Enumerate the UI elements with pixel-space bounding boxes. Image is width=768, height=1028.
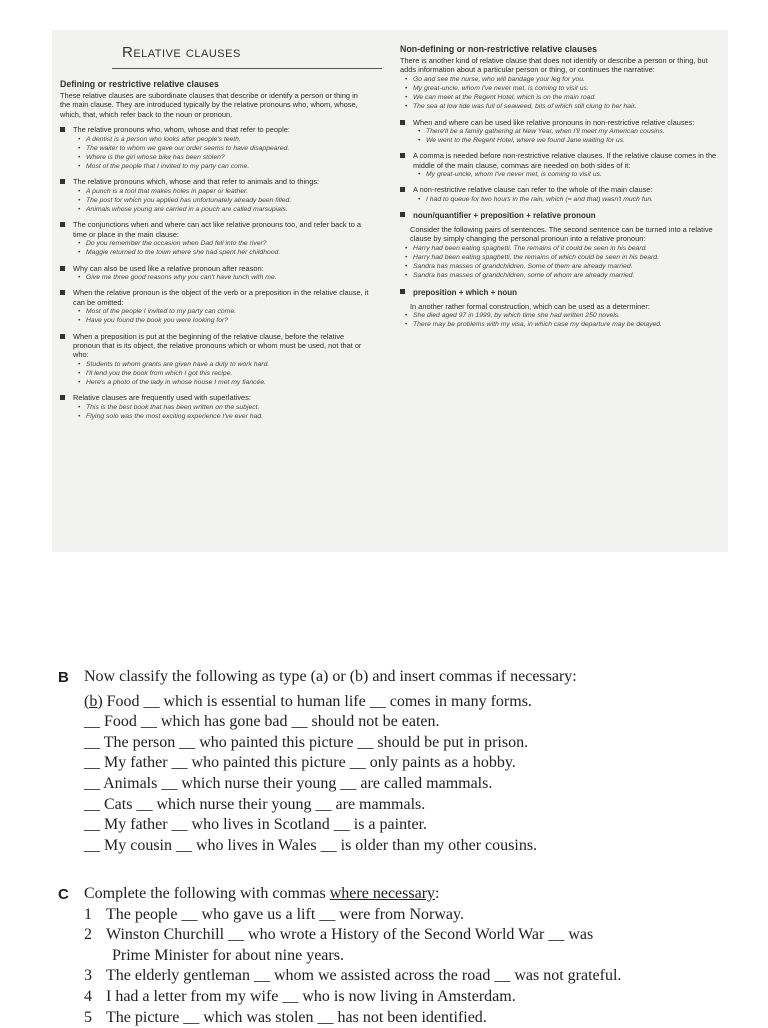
noun-heading: noun/quantifier + preposition + relative pronoun [413, 211, 596, 221]
noun-section [400, 210, 720, 221]
left-section: The relative pronouns who, whom, whose and that refer to people: • A dentist is a person who looks after people's teeth. • The waiter to whom we gave our order seems to have disappeared. • Where is the girl whose bike has been stolen? • Most of the people that I invited to my party can come. [60, 125, 370, 171]
example: • Sandra has masses of grandchildren, some of whom are already married. [400, 271, 720, 280]
exercise-c-item: 3 The elderly gentleman __ whom we assisted across the road __ was not grateful. [84, 967, 622, 985]
title-divider [112, 68, 382, 69]
handwritten-answer: (b) [84, 692, 103, 710]
exercise-b-instruction: Now classify the following as type (a) or (b) and insert commas if necessary: [84, 668, 577, 685]
square-bullet-icon [60, 266, 65, 271]
example: • There'll be a family gathering at New Year, when I'll meet my American cousins. [413, 127, 720, 136]
example: • Harry had been eating spaghetti, the remains of which could be seen in his beard. [400, 253, 720, 262]
exercise-c-label: C [58, 886, 69, 903]
square-bullet-icon [400, 289, 405, 294]
prep-heading: preposition + which + noun [413, 287, 518, 297]
exercise-c-item-continued: Prime Minister for about nine years. [112, 946, 344, 964]
example: • I'll lend you the book from which I got this recipe. [73, 369, 370, 378]
example: • The post for which you applied has unfortunately already been filled. [73, 196, 370, 205]
example: • Most of the people that I invited to my party can come. [73, 162, 370, 171]
exercise-b-label: B [58, 669, 69, 686]
noun-intro: Consider the following pairs of sentences. The second sentence can be turned into a relative clause by simply changing the personal pronoun into a relative pronoun: [410, 225, 713, 244]
exercise-b [58, 667, 738, 856]
example: • Animals whose young are carried in a pouch are called marsupials. [73, 205, 370, 214]
exercise-c-item: 4 I had a letter from my wife __ who is now living in Amsterdam. [84, 987, 516, 1005]
example: • Have you found the book you were looking for? [73, 316, 370, 325]
page-title: Relative clauses [122, 44, 241, 61]
example: • Do you remember the occasion when Dad fell into the river? [73, 239, 370, 248]
example: • The sea at low tide was full of seaweed, bits of which still clung to her hair. [400, 102, 720, 111]
exercise-b-line: __ The person __ who painted this picture __ should be put in prison. [84, 733, 529, 751]
left-section: Why can also be used like a relative pronoun after reason: • Give me three good reasons why you can't have lunch with me. [60, 264, 370, 283]
exercise-b-line: (b) Food __ which is essential to human life __ comes in many forms. [84, 692, 532, 710]
example: • My great-uncle, whom I've never met, is coming to visit us. [413, 170, 720, 179]
example: • The waiter to whom we gave our order seems to have disappeared. [73, 144, 370, 153]
square-bullet-icon [60, 290, 65, 295]
left-section: When the relative pronoun is the object of the verb or a preposition in the relative clause, it can be omitted: • Most of the people I invited to my party can come. • Have you found the book you were looking for? [60, 288, 370, 325]
exercise-c-instruction: Complete the following with commas where necessary: [84, 885, 440, 902]
example: • Give me three good reasons why you can't have lunch with me. [73, 273, 370, 282]
example: • We went to the Regent Hotel, where we found Jane waiting for us. [413, 136, 720, 145]
exercise-b-line: __ Animals __ which nurse their young __ are called mammals. [84, 774, 493, 792]
square-bullet-icon [400, 187, 405, 192]
left-column [60, 44, 370, 421]
exercise-c-item: 5 The picture __ which was stolen __ has not been identified. [84, 1008, 487, 1026]
right-section: A non-restrictive relative clause can refer to the whole of the main clause: • I had to queue for two hours in the rain, which (= and that) wasn't much fun. [400, 185, 720, 204]
example: • Sandra has masses of grandchildren. Some of them are already married. [400, 262, 720, 271]
left-section: Relative clauses are frequently used with superlatives: • This is the best book that has been written on the subject. • Flying solo was the most exciting experience I've ever had. [60, 393, 370, 421]
example: • I had to queue for two hours in the rain, which (= and that) wasn't much fun. [413, 195, 720, 204]
exercise-c [58, 884, 738, 1028]
square-bullet-icon [60, 222, 65, 227]
exercise-b-line: __ Cats __ which nurse their young __ are mammals. [84, 795, 426, 813]
right-column [400, 44, 720, 330]
example: • Most of the people I invited to my party can come. [73, 307, 370, 316]
exercise-c-item: 2 Winston Churchill __ who wrote a History of the Second World War __ was [84, 926, 594, 944]
exercise-c-item: 1 The people __ who gave us a lift __ were from Norway. [84, 905, 464, 923]
square-bullet-icon [60, 127, 65, 132]
square-bullet-icon [400, 212, 405, 217]
example: • A dentist is a person who looks after people's teeth. [73, 135, 370, 144]
example: • A punch is a tool that makes holes in paper or leather. [73, 187, 370, 196]
example: • We can meet at the Regent Hotel, which is on the main road. [400, 93, 720, 102]
non-defining-intro: There is another kind of relative clause that does not identify or describe a person or thing, but adds information about a particular person or thing, or continues the narrative: [400, 56, 708, 75]
defining-heading: Defining or restrictive relative clauses [60, 79, 219, 89]
exercise-b-line: __ My cousin __ who lives in Wales __ is older than my other cousins. [84, 836, 538, 854]
example: • This is the best book that has been written on the subject. [73, 403, 370, 412]
example: • My great-uncle, whom I've never met, is coming to visit us. [400, 84, 720, 93]
example: • Maggie returned to the town where she had spent her childhood. [73, 248, 370, 257]
example: • Where is the girl whose bike has been stolen? [73, 153, 370, 162]
right-section: When and where can be used like relative pronouns in non-restrictive relative clauses: • There'll be a family gathering at New Year, when I'll meet my American cousins. • We went to the Regent Hotel, where we found Jane waiting for us. [400, 118, 720, 146]
example: • She died aged 97 in 1999, by which time she had written 250 novels. [400, 311, 720, 320]
exercise-b-line: __ My father __ who painted this picture __ only paints as a hobby. [84, 754, 516, 772]
example: • Harry had been eating spaghetti. The remains of it could be seen in his beard. [400, 244, 720, 253]
left-section: The relative pronouns which, whose and that refer to animals and to things: • A punch is a tool that makes holes in paper or leather. • The post for which you applied has unfortunately already been filled. • Animals whose young are carried in a pouch are called marsupials. [60, 177, 370, 214]
example: • Flying solo was the most exciting experience I've ever had. [73, 412, 370, 421]
example: • Here's a photo of the lady in whose house I met my fiancée. [73, 378, 370, 387]
prep-section [400, 287, 720, 298]
exercise-b-line: __ My father __ who lives in Scotland __ is a painter. [84, 816, 428, 834]
exercise-b-line: __ Food __ which has gone bad __ should not be eaten. [84, 713, 440, 731]
non-defining-heading: Non-defining or non-restrictive relative clauses [400, 44, 598, 54]
square-bullet-icon [400, 153, 405, 158]
example: • Students to whom grants are given have a duty to work hard. [73, 360, 370, 369]
right-section: A comma is needed before non-restrictive relative clauses. If the relative clause comes in the middle of the main clause, commas are needed on both sides of it: • My great-uncle, whom I've never met, is coming to visit us. [400, 151, 720, 179]
example: • There may be problems with my visa, in which case my departure may be delayed. [400, 320, 720, 329]
defining-intro: These relative clauses are subordinate clauses that describe or identify a person or thing in the main clause. They are introduced typically by the relative pronouns who, whom, whose, which, that, which refer back to the noun or pronoun. [60, 91, 358, 119]
left-section: When a preposition is put at the beginning of the relative clause, before the relative pronoun that is its object, the relative pronouns which or whom must be used, not that or who: • Students to whom grants are given have a duty to work hard. • I'll lend you the book from which I got this recipe. • Here's a photo of the lady in whose house I met my fiancée. [60, 332, 370, 388]
left-section: The conjunctions when and where can act like relative pronouns too, and refer back to a time or place in the main clause: • Do you remember the occasion when Dad fell into the river? • Maggie returned to the town where she had spent her childhood. [60, 220, 370, 257]
prep-intro: In another rather formal construction, which can be used as a determiner: [410, 301, 650, 311]
square-bullet-icon [60, 334, 65, 339]
square-bullet-icon [60, 395, 65, 400]
square-bullet-icon [400, 120, 405, 125]
example: • Go and see the nurse, who will bandage your leg for you. [400, 75, 720, 84]
square-bullet-icon [60, 179, 65, 184]
